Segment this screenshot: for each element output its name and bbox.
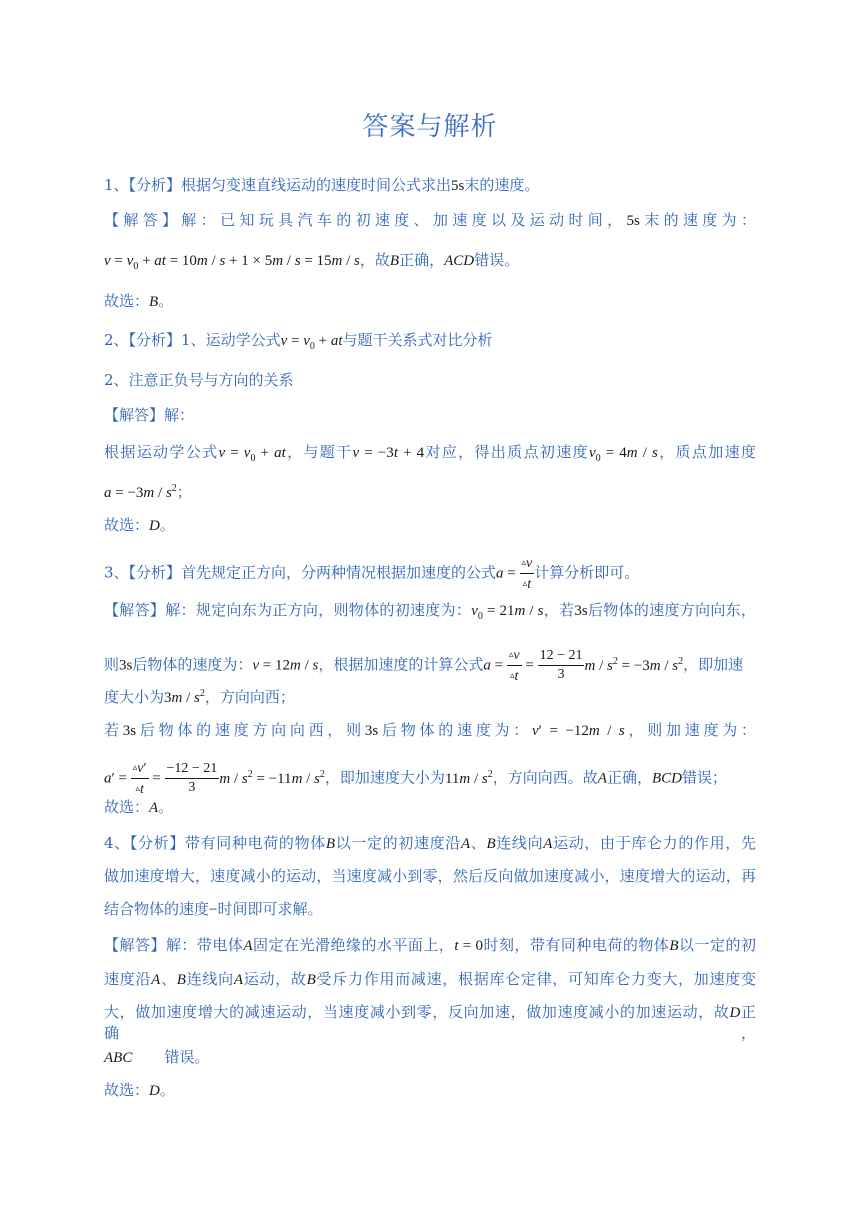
q4-answer-2: 速度沿A、B连线向A运动，故B受斥力作用而减速，根据库仑定律，可知库仑力变大，加速度变 (104, 970, 756, 988)
q1-velocity-equation: $v = v_0$ + at = 10m / s + 1 × 5m / s = 15m / s (104, 253, 360, 272)
q3-analysis: 3、【分析】首先规定正方向，分两种情况根据加速度的公式a = $\frac{▵v}{▵t}$ 计算分析即可。 (104, 553, 639, 594)
q2-kinematics-formula: $v = v_0$ + at (280, 333, 343, 352)
q2-acceleration: $a = -3m / s^2$； (104, 483, 192, 501)
q4-answer-1: 【解答】解：带电体A固定在光滑绝缘的水平面上，t = 0时刻，带有同种电荷的物体B以一定的初 (104, 936, 756, 954)
q3-answer-5: a′ = $\frac{▵v'}{▵t}$ = $\frac{-12 - 21}{3}$ $m / s^2 = -11m / s^2$，即加速度大小为$11m / s^2$，方向向西。故A正确，BCD错误； (104, 758, 727, 799)
q3-choice: 故选：A。 (104, 798, 174, 816)
q2-answer-label: 【解答】解： (104, 406, 195, 424)
q3-answer-4: 若3s后物体的速度方向向西，则3s后物体的速度为：v′ = −12m / s，则加速度为： (104, 721, 756, 739)
q4-answer-4: ABC 错误。 (104, 1048, 210, 1066)
q4-answer-3: 大，做加速度增大的减速运动，当速度减小到零，反向加速，做加速度减小的加速运动，故D正确， (104, 1003, 756, 1042)
q2-analysis-line2: 2、注意正负号与方向的关系 (104, 371, 294, 389)
q1-answer: 【解答】解：已知玩具汽车的初速度、加速度以及运动时间，5s末的速度为： (104, 211, 756, 229)
q2-answer-body: 根据运动学公式$v = v_0$ + at，与题干v = −3t + 4对应，得出质点初速度$v_0 = 4m / s$，质点加速度 (104, 443, 756, 464)
q3-answer-1: 【解答】解：规定向东为正方向，则物体的初速度为：$v_0 = 21m / s$，若3s后物体的速度方向向东， (104, 601, 756, 622)
page-title: 答案与解析 (362, 112, 498, 142)
q2-analysis: 2、【分析】1、运动学公式$v = v_0$ + at与题干关系式对比分析 (104, 331, 493, 352)
q2-choice: 故选：D。 (104, 516, 175, 534)
q3-accel-fraction: $\frac{▵v}{▵t}$ (520, 553, 535, 594)
q4-analysis-2: 做加速度增大，速度减小的运动，当速度减小到零，然后反向做加速度减小，速度增大的运动，再 (104, 867, 756, 885)
q1-formula: $v = v_0$ + at = 10m / s + 1 × 5m / s = 15m / s，故B正确，ACD错误。 (104, 251, 520, 272)
q4-analysis-3: 结合物体的速度−时间即可求解。 (104, 900, 323, 918)
q1-analysis: 1、【分析】根据匀变速直线运动的速度时间公式求出5s末的速度。 (104, 176, 540, 194)
q1-choice: 故选：B。 (104, 292, 174, 310)
q3-answer-2: 则3s后物体的速度为：v = 12m / s，根据加速度的计算公式a = $\frac{▵v}{▵t}$ = $\frac{12 - 21}{3}$ $m / s^2 = -3m / s^2$，即加速 (104, 645, 743, 686)
q3-answer-3: 度大小为$3m / s^2$，方向向西； (104, 688, 295, 706)
q4-analysis-1: 4、【分析】带有同种电荷的物体B以一定的初速度沿A、B连线向A运动，由于库仑力的作用，先 (104, 834, 756, 852)
q4-choice: 故选：D。 (104, 1081, 175, 1099)
